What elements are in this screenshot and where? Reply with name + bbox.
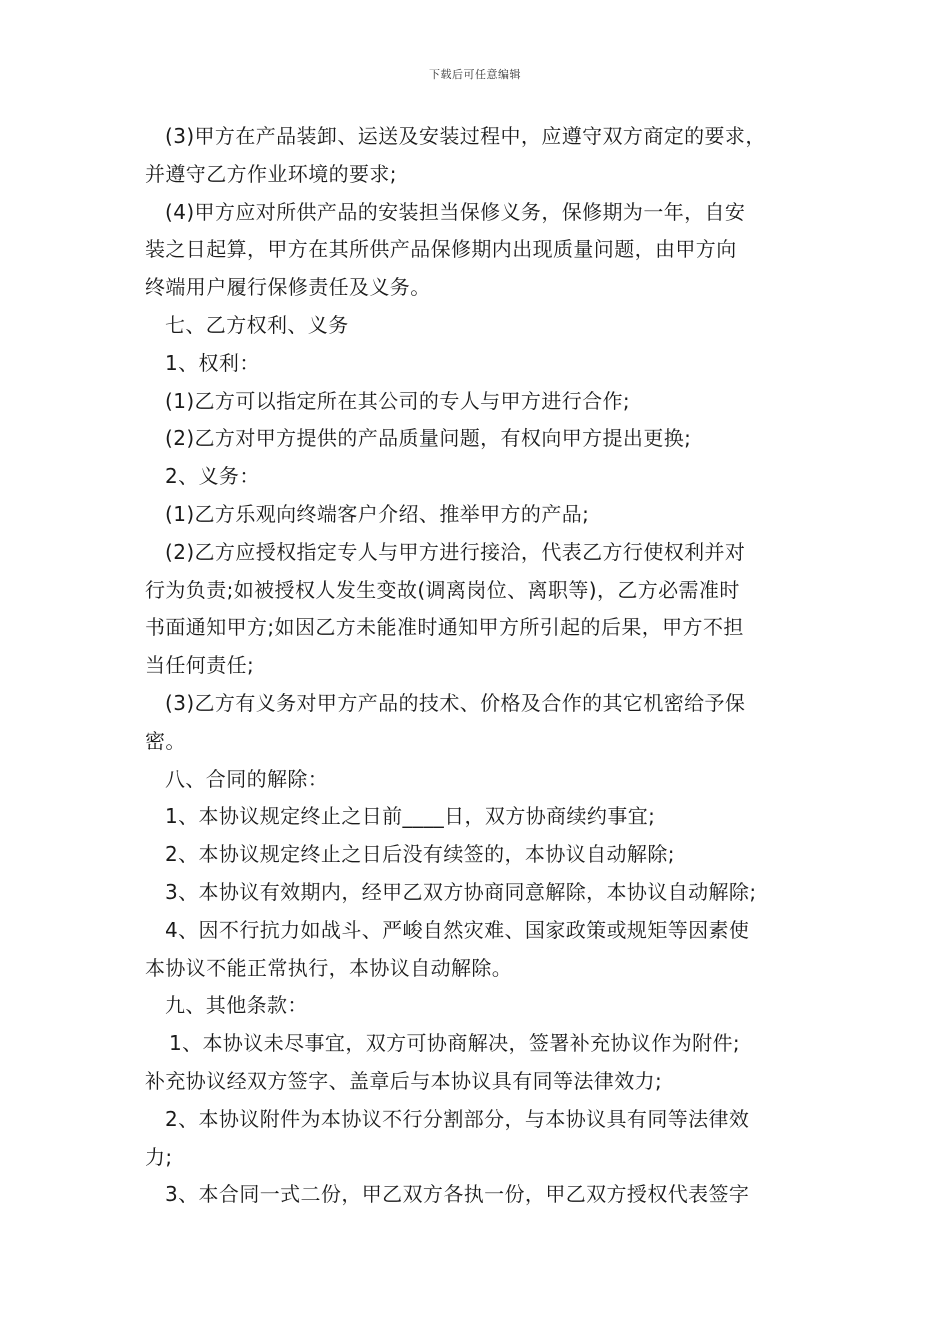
document-body	[145, 118, 825, 1214]
text-line: 1、本协议未尽事宜，双方可协商解决，签署补充协议作为附件;	[169, 1031, 741, 1056]
text-line: 本协议不能正常执行，本协议自动解除。	[145, 955, 513, 980]
text-line: 当任何责任;	[145, 653, 255, 678]
text-line: 装之日起算，甲方在其所供产品保修期内出现质量问题，由甲方向	[145, 237, 737, 262]
text-line: (3)乙方有义务对甲方产品的技术、价格及合作的其它机密给予保	[165, 690, 746, 715]
text-line: 1、本协议规定终止之日前____日，双方协商续约事宜;	[165, 804, 656, 829]
text-line: (4)甲方应对所供产品的安装担当保修义务，保修期为一年，自安	[165, 199, 746, 224]
text-line: 2、本协议规定终止之日后没有续签的，本协议自动解除;	[165, 842, 675, 867]
text-line: 书面通知甲方;如因乙方未能准时通知甲方所引起的后果，甲方不担	[145, 615, 744, 640]
text-line: (1)乙方乐观向终端客户介绍、推举甲方的产品;	[165, 501, 590, 526]
subsection-heading: 1、权利：	[165, 350, 260, 375]
subsection-heading: 2、义务：	[165, 464, 260, 489]
text-line: 2、本协议附件为本协议不行分割部分，与本协议具有同等法律效	[165, 1106, 750, 1131]
section-heading: 七、乙方权利、义务	[165, 312, 349, 337]
text-line: (2)乙方应授权指定专人与甲方进行接洽，代表乙方行使权利并对	[165, 539, 746, 564]
page-header-note: 下载后可任意编辑	[429, 68, 521, 81]
text-line: (2)乙方对甲方提供的产品质量问题，有权向甲方提出更换;	[165, 426, 692, 451]
text-line: (3)甲方在产品装卸、运送及安装过程中，应遵守双方商定的要求，	[165, 124, 766, 148]
section-heading: 八、合同的解除：	[165, 766, 329, 791]
text-line: (1)乙方可以指定所在其公司的专人与甲方进行合作;	[165, 388, 631, 413]
text-line: 并遵守乙方作业环境的要求;	[145, 161, 397, 186]
text-line: 终端用户履行保修责任及义务。	[145, 275, 431, 300]
text-line: 4、因不行抗力如战斗、严峻自然灾难、国家政策或规矩等因素使	[165, 917, 750, 942]
text-line: 力;	[145, 1144, 173, 1169]
text-line: 补充协议经双方签字、盖章后与本协议具有同等法律效力;	[145, 1068, 663, 1093]
text-line: 3、本协议有效期内，经甲乙双方协商同意解除，本协议自动解除;	[165, 879, 757, 904]
text-line: 密。	[145, 728, 186, 753]
text-line: 3、本合同一式二份，甲乙双方各执一份，甲乙双方授权代表签字	[165, 1182, 750, 1207]
text-line: 行为负责;如被授权人发生变故(调离岗位、离职等)，乙方必需准时	[145, 577, 740, 602]
section-heading: 九、其他条款：	[165, 993, 308, 1018]
